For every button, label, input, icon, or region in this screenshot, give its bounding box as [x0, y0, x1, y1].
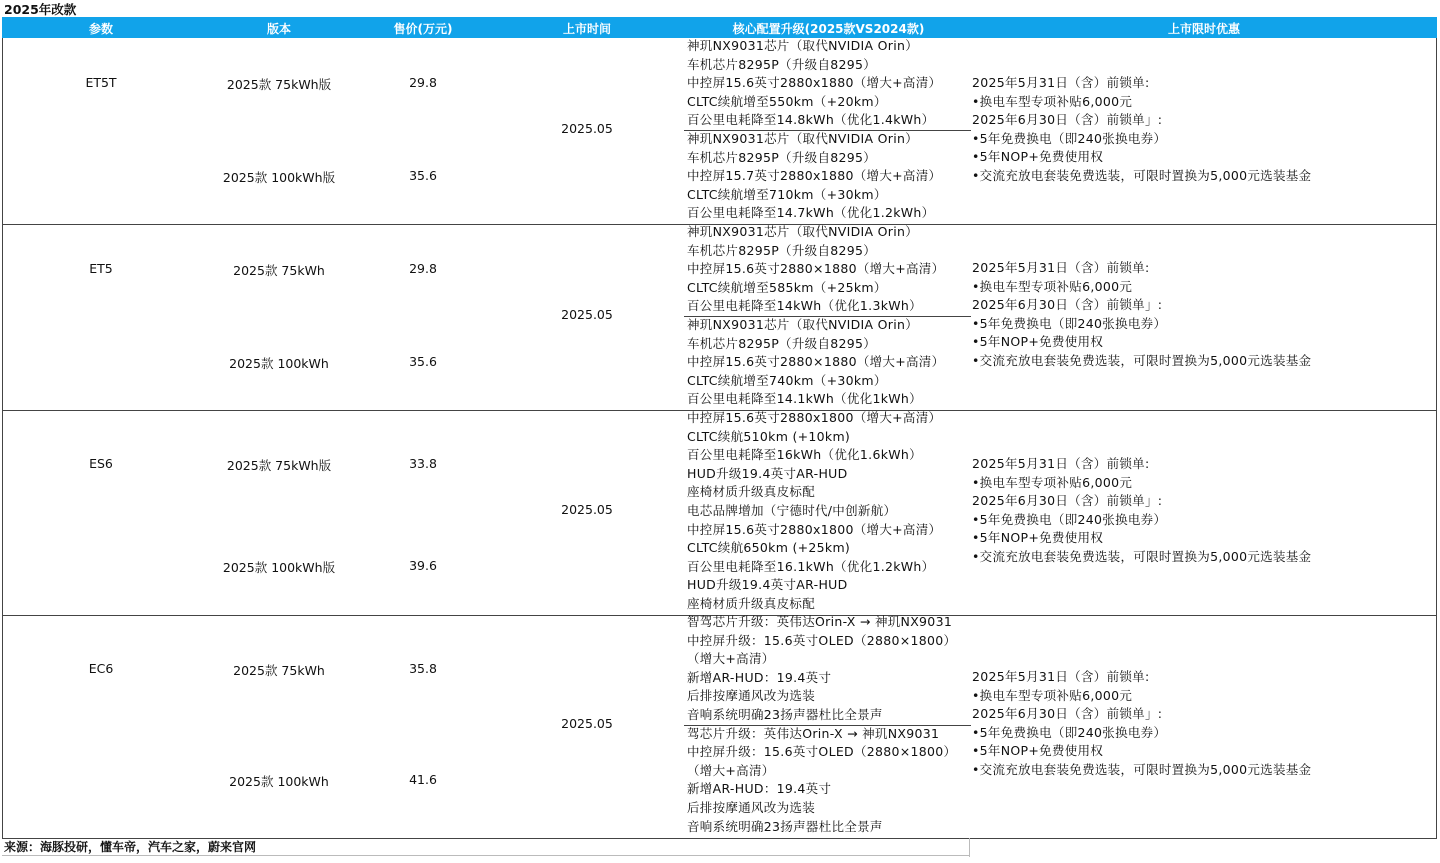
- promo-line: 2025年6月30日（含）前锁单」:: [972, 112, 1163, 128]
- config-item: 车机芯片8295P（升级自8295）: [687, 242, 877, 258]
- version-name: 2025款 75kWh版: [226, 458, 332, 473]
- model-name: EC6: [88, 661, 114, 676]
- launch-date: 2025.05: [561, 716, 613, 731]
- promo-line: •5年NOP+免费使用权: [972, 530, 1104, 546]
- promo-list: [972, 259, 1311, 371]
- promo-line: •交流充放电套装免费选装，可限时置换为5,000元选装基金: [972, 167, 1312, 183]
- config-item: 座椅材质升级真皮标配: [687, 484, 816, 500]
- promo-line: 2025年5月31日（含）前锁单:: [972, 75, 1150, 90]
- model-name: ES6: [89, 456, 113, 471]
- config-item: CLTC续航增至585km（+25km）: [687, 279, 887, 295]
- config-divider: [684, 725, 971, 726]
- config-item: 座椅材质升级真皮标配: [687, 595, 816, 611]
- promo-line: 2025年6月30日（含）前锁单」:: [972, 493, 1163, 509]
- footer-divider: [969, 838, 970, 857]
- promo-list: [972, 455, 1311, 567]
- config-item: 百公里电耗降至16kWh（优化1.6kWh）: [687, 447, 922, 463]
- promo-line: •换电车型专项补贴6,000元: [972, 474, 1133, 490]
- model-name: ET5: [89, 261, 113, 276]
- config-item: （增大+高清）: [687, 651, 775, 667]
- config-item: 百公里电耗降至14.1kWh（优化1kWh）: [687, 391, 922, 407]
- config-item: 神玑NX9031芯片（取代NVIDIA Orin）: [687, 38, 919, 53]
- version-price: 29.8: [409, 261, 437, 276]
- version-name: 2025款 100kWh: [229, 774, 329, 789]
- header-date: 上市时间: [562, 22, 611, 36]
- config-item: 神玑NX9031芯片（取代NVIDIA Orin）: [687, 130, 919, 146]
- promo-line: •换电车型专项补贴6,000元: [972, 93, 1133, 109]
- config-item: 电芯品牌增加（宁德时代/中创新航）: [687, 502, 897, 518]
- version-name: 2025款 100kWh: [229, 356, 329, 371]
- config-item: 百公里电耗降至16.1kWh（优化1.2kWh）: [687, 558, 935, 574]
- promo-list: [972, 668, 1311, 780]
- page-title: 2025年改款: [4, 2, 77, 17]
- config-item: 后排按摩通风改为选装: [687, 799, 816, 815]
- promo-line: •5年免费换电（即240张换电券）: [972, 724, 1167, 740]
- config-item: 后排按摩通风改为选装: [687, 688, 816, 704]
- version-price: 35.6: [409, 354, 437, 369]
- config-divider: [684, 130, 971, 131]
- table-border-left: [2, 38, 3, 838]
- config-divider: [684, 316, 971, 317]
- promo-line: •交流充放电套装免费选装，可限时置换为5,000元选装基金: [972, 352, 1312, 368]
- promo-line: •5年NOP+免费使用权: [972, 334, 1104, 350]
- promo-line: •5年NOP+免费使用权: [972, 743, 1104, 759]
- config-item: 中控屏15.6英寸2880x1800（增大+高清）: [687, 521, 942, 537]
- config-item: 百公里电耗降至14.8kWh（优化1.4kWh）: [687, 112, 935, 128]
- config-item: 中控屏升级：15.6英寸OLED（2880×1800）: [687, 744, 957, 760]
- config-item: CLTC续航增至550km（+20km）: [687, 93, 887, 109]
- config-item: （增大+高清）: [687, 762, 775, 778]
- header-price: 售价(万元): [393, 22, 453, 36]
- version-price: 33.8: [409, 456, 437, 471]
- config-item: 驾芯片升级：英伟达Orin-X → 神玑NX9031: [687, 725, 940, 741]
- promo-list: [972, 74, 1311, 186]
- config-item: HUD升级19.4英寸AR-HUD: [687, 465, 848, 481]
- header-config: 核心配置升级(2025款VS2024款): [732, 22, 925, 36]
- promo-line: •交流充放电套装免费选装，可限时置换为5,000元选装基金: [972, 548, 1312, 564]
- model-name: ET5T: [85, 75, 117, 90]
- config-item: CLTC续航650km (+25km): [687, 540, 851, 556]
- promo-line: •交流充放电套装免费选装，可限时置换为5,000元选装基金: [972, 761, 1312, 777]
- promo-line: •5年免费换电（即240张换电券）: [972, 315, 1167, 331]
- config-item: 中控屏升级：15.6英寸OLED（2880×1800）: [687, 632, 957, 648]
- promo-line: •5年免费换电（即240张换电券）: [972, 130, 1167, 146]
- promo-line: •换电车型专项补贴6,000元: [972, 687, 1133, 703]
- config-item: 百公里电耗降至14kWh（优化1.3kWh）: [687, 298, 922, 314]
- promo-line: •5年NOP+免费使用权: [972, 149, 1104, 165]
- config-item: 神玑NX9031芯片（取代NVIDIA Orin）: [687, 224, 919, 239]
- table-border-right: [1436, 38, 1437, 838]
- launch-date: 2025.05: [561, 307, 613, 322]
- config-item: 新增AR-HUD：19.4英寸: [687, 781, 832, 797]
- version-name: 2025款 75kWh: [233, 663, 325, 678]
- config-item: CLTC续航增至710km（+30km）: [687, 186, 887, 202]
- config-item: 车机芯片8295P（升级自8295）: [687, 149, 877, 165]
- launch-date: 2025.05: [561, 121, 613, 136]
- footer-rule: [2, 855, 970, 856]
- config-item: 中控屏15.6英寸2880x1800（增大+高清）: [687, 410, 942, 425]
- config-item: 音响系统明确23扬声器杜比全景声: [687, 706, 883, 722]
- version-name: 2025款 75kWh: [233, 263, 325, 278]
- config-item: 新增AR-HUD：19.4英寸: [687, 669, 832, 685]
- config-item: 智驾芯片升级：英伟达Orin-X → 神玑NX9031: [687, 614, 953, 629]
- version-name: 2025款 100kWh版: [222, 560, 336, 575]
- config-item: 百公里电耗降至14.7kWh（优化1.2kWh）: [687, 205, 935, 221]
- version-price: 29.8: [409, 75, 437, 90]
- config-item: 中控屏15.6英寸2880×1880（增大+高清）: [687, 354, 945, 370]
- config-item: CLTC续航510km (+10km): [687, 428, 851, 444]
- header-promo: 上市限时优惠: [1167, 22, 1240, 36]
- header-version: 版本: [266, 22, 291, 36]
- promo-line: 2025年6月30日（含）前锁单」:: [972, 297, 1163, 313]
- config-item: 音响系统明确23扬声器杜比全景声: [687, 818, 883, 834]
- promo-line: 2025年5月31日（含）前锁单:: [972, 260, 1150, 275]
- config-item: HUD升级19.4英寸AR-HUD: [687, 577, 848, 593]
- version-name: 2025款 75kWh版: [226, 77, 332, 92]
- version-price: 35.8: [409, 661, 437, 676]
- promo-line: 2025年5月31日（含）前锁单:: [972, 669, 1150, 684]
- config-list: [687, 409, 970, 614]
- version-price: 41.6: [409, 772, 437, 787]
- promo-line: 2025年6月30日（含）前锁单」:: [972, 706, 1163, 722]
- config-item: 车机芯片8295P（升级自8295）: [687, 56, 877, 72]
- header-param: 参数: [88, 22, 113, 36]
- promo-line: •5年免费换电（即240张换电券）: [972, 511, 1167, 527]
- version-name: 2025款 100kWh版: [222, 170, 336, 185]
- version-price: 35.6: [409, 168, 437, 183]
- source-note: 来源：海豚投研，懂车帝，汽车之家，蔚来官网: [4, 840, 257, 854]
- launch-date: 2025.05: [561, 502, 613, 517]
- config-item: CLTC续航增至740km（+30km）: [687, 372, 887, 388]
- config-item: 中控屏15.7英寸2880x1880（增大+高清）: [687, 168, 942, 184]
- promo-line: •换电车型专项补贴6,000元: [972, 278, 1133, 294]
- version-price: 39.6: [409, 558, 437, 573]
- table-header: [2, 17, 1437, 38]
- config-item: 车机芯片8295P（升级自8295）: [687, 335, 877, 351]
- config-item: 中控屏15.6英寸2880×1880（增大+高清）: [687, 261, 945, 277]
- config-item: 中控屏15.6英寸2880x1880（增大+高清）: [687, 75, 942, 91]
- config-item: 神玑NX9031芯片（取代NVIDIA Orin）: [687, 316, 919, 332]
- promo-line: 2025年5月31日（含）前锁单:: [972, 456, 1150, 471]
